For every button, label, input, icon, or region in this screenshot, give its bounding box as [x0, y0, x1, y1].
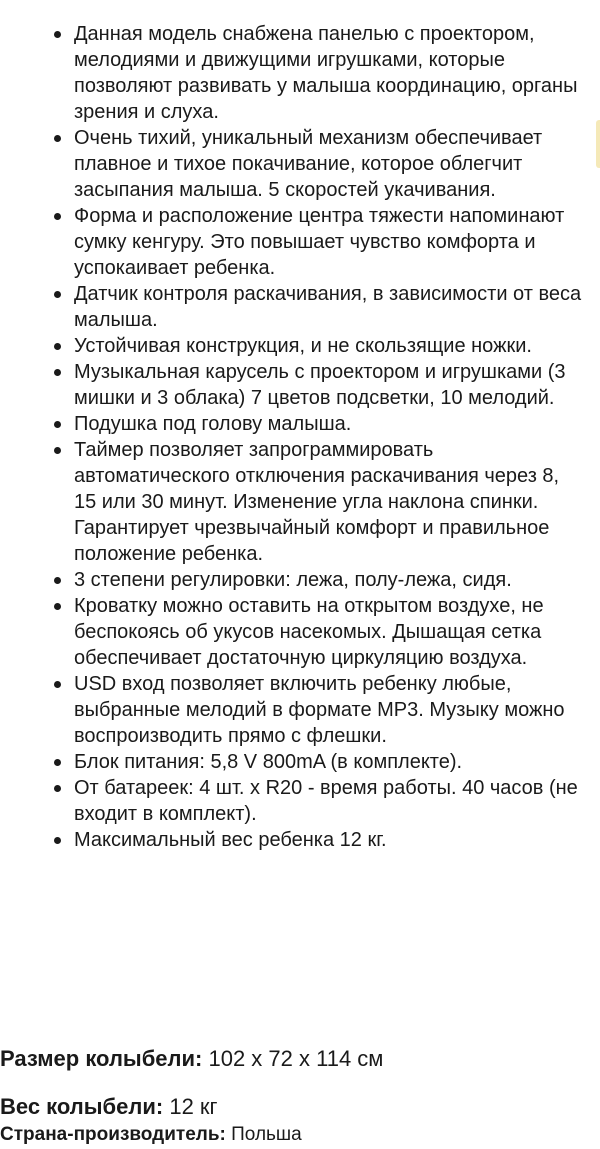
bullet-icon: [54, 369, 61, 376]
bullet-icon: [54, 837, 61, 844]
bullet-icon: [54, 759, 61, 766]
list-item: [74, 775, 584, 827]
spec-size-label: Размер колыбели:: [0, 1046, 203, 1071]
edge-accent: [596, 120, 600, 168]
bullet-icon: [54, 447, 61, 454]
feature-text: Музыкальная карусель с проектором и игрушками (3 мишки и 3 облака) 7 цветов подсветки, 10 мелодий.: [74, 361, 566, 409]
bullet-icon: [54, 421, 61, 428]
spec-weight-value: 12 кг: [163, 1094, 218, 1119]
spec-weight: [0, 1093, 218, 1121]
list-item: [74, 671, 584, 749]
feature-text: Кроватку можно оставить на открытом воздухе, не беспокоясь об укусов насекомых. Дышащая сетка обеспечивает достаточную циркуляцию воздуха.: [74, 595, 544, 669]
feature-text: От батареек: 4 шт. x R20 - время работы. 40 часов (не входит в комплект).: [74, 777, 578, 825]
bullet-icon: [54, 343, 61, 350]
bullet-icon: [54, 681, 61, 688]
list-item: [74, 567, 584, 593]
list-item: [74, 437, 584, 567]
spec-size-value: 102 x 72 x 114 см: [202, 1046, 384, 1071]
bullet-icon: [54, 291, 61, 298]
bullet-icon: [54, 135, 61, 142]
feature-text: 3 степени регулировки: лежа, полу-лежа, сидя.: [74, 569, 512, 591]
list-item: [74, 411, 584, 437]
feature-text: USD вход позволяет включить ребенку любые, выбранные мелодий в формате MP3. Музыку можно воспроизводить прямо с флешки.: [74, 673, 565, 747]
feature-text: Таймер позволяет запрограммировать автоматического отключения раскачивания через 8, 15 или 30 минут. Изменение угла наклона спинки. Гарантирует чрезвычайный комфорт и правильное положение ребенка.: [74, 439, 560, 565]
list-item: [74, 21, 584, 125]
list-item: [74, 827, 584, 853]
feature-text: Данная модель снабжена панелью с проектором, мелодиями и движущими игрушками, которые позволяют развивать у малыша координацию, органы зрения и слуха.: [74, 23, 578, 123]
bullet-icon: [54, 31, 61, 38]
spec-size: [0, 1045, 383, 1073]
feature-text: Форма и расположение центра тяжести напоминают сумку кенгуру. Это повышает чувство комфорта и успокаивает ребенка.: [74, 205, 565, 279]
features-list: [74, 21, 584, 853]
feature-text: Максимальный вес ребенка 12 кг.: [74, 829, 387, 851]
bullet-icon: [54, 603, 61, 610]
list-item: [74, 333, 584, 359]
list-item: [74, 749, 584, 775]
bullet-icon: [54, 213, 61, 220]
feature-text: Датчик контроля раскачивания, в зависимости от веса малыша.: [74, 283, 582, 331]
spec-country: [0, 1123, 302, 1147]
list-item: [74, 203, 584, 281]
bullet-icon: [54, 785, 61, 792]
list-item: [74, 281, 584, 333]
feature-text: Устойчивая конструкция, и не скользящие ножки.: [74, 335, 532, 357]
spec-country-value: Польша: [225, 1124, 302, 1145]
list-item: [74, 359, 584, 411]
spec-weight-label: Вес колыбели:: [0, 1094, 164, 1119]
spec-country-label: Страна-производитель:: [0, 1124, 226, 1145]
feature-text: Блок питания: 5,8 V 800mA (в комплекте).: [74, 751, 463, 773]
bullet-icon: [54, 577, 61, 584]
list-item: [74, 125, 584, 203]
feature-text: Подушка под голову малыша.: [74, 413, 352, 435]
list-item: [74, 593, 584, 671]
feature-text: Очень тихий, уникальный механизм обеспечивает плавное и тихое покачивание, которое облегчит засыпания малыша. 5 скоростей укачивания.: [74, 127, 543, 201]
